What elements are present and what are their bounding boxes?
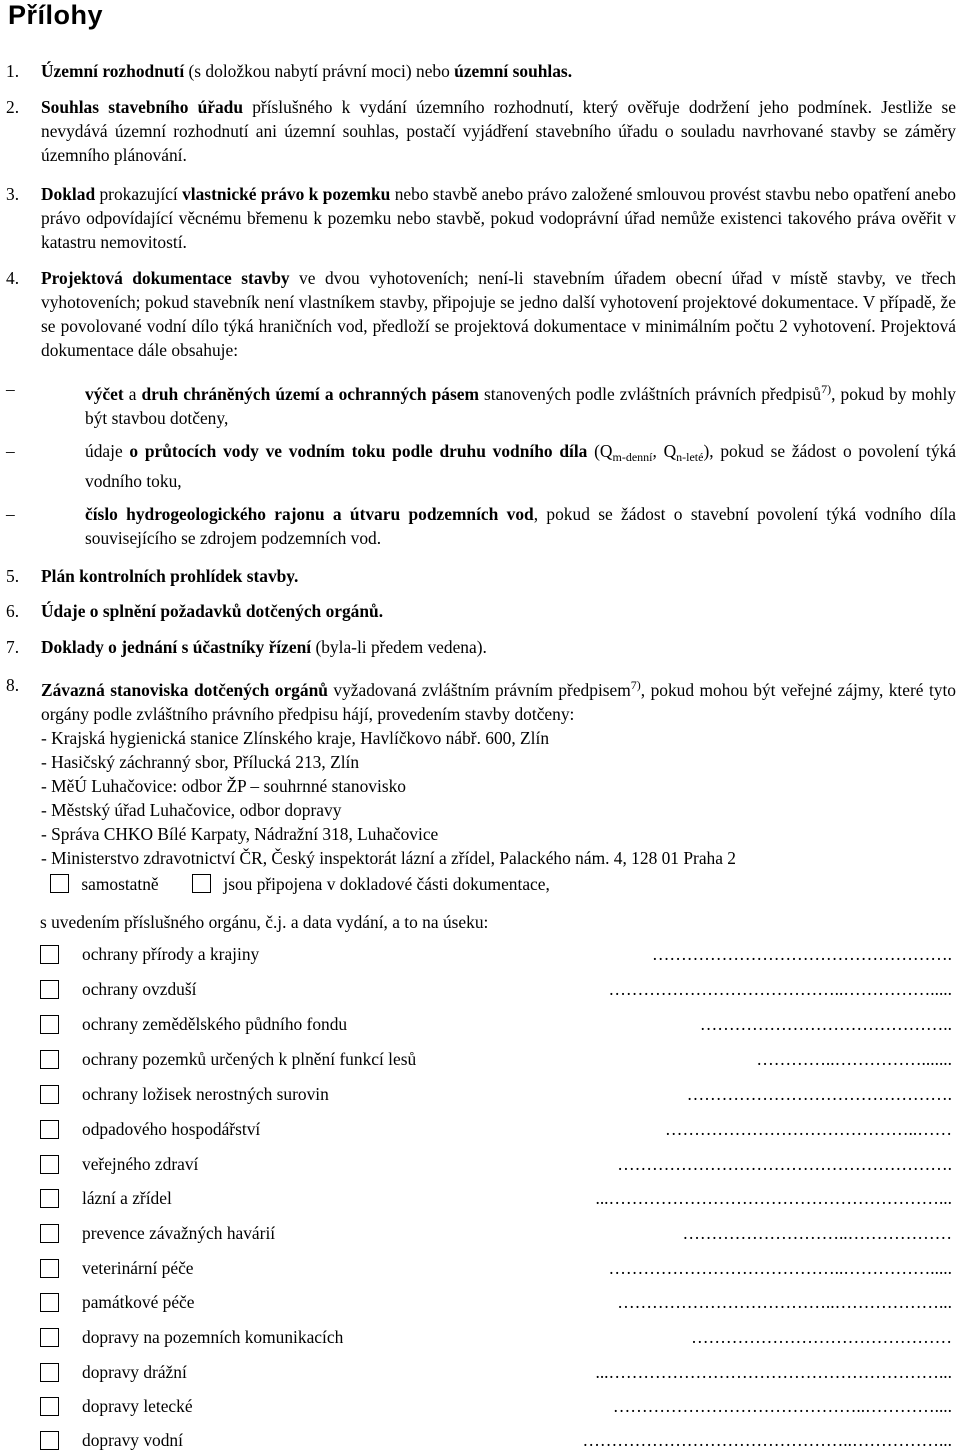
area-label: dopravy letecké [82, 1396, 193, 1416]
fill-in-dots: …………………………………………………. [617, 1154, 952, 1174]
item-number: 3. [6, 184, 20, 204]
area-label: dopravy na pozemních komunikacích [82, 1325, 353, 1349]
dash-bullet: – [6, 504, 15, 524]
area-label: ochrany ložisek nerostných surovin [82, 1082, 339, 1106]
option-label: samostatně [81, 874, 159, 894]
area-row [40, 1155, 952, 1179]
attachment-item-7 [6, 635, 956, 659]
fill-in-dots: …………..……………....... [756, 1049, 952, 1069]
fill-in-dots: ...…………………………………………………... [595, 1362, 952, 1382]
item-text: Územní rozhodnutí (s doložkou nabytí právní moci) nebo územní souhlas. [41, 61, 573, 81]
item-number: 6. [6, 601, 20, 621]
area-row [40, 1085, 952, 1109]
item-text: Doklady o jednání s účastníky řízení (byla-li předem vedena). [41, 637, 487, 657]
area-label: památkové péče [82, 1292, 195, 1312]
authority-item: - Hasičský záchranný sbor, Přílucká 213, Zlín [41, 752, 360, 772]
area-row [40, 945, 952, 969]
area-label: ochrany zemědělského půdního fondu [82, 1012, 357, 1036]
authority-item: - MěÚ Luhačovice: odbor ŽP – souhrnné stanovisko [41, 776, 406, 796]
area-row [40, 1259, 952, 1283]
page-title: Přílohy [8, 0, 104, 30]
fill-in-dots: ...…………………………………………………... [595, 1188, 952, 1208]
attachment-item-3 [6, 182, 956, 254]
dash-item-hydrogeology [6, 502, 956, 550]
area-label: dopravy drážní [82, 1360, 191, 1384]
fill-in-dots: ………………………………..………………... [617, 1292, 952, 1312]
attachment-item-5 [6, 564, 956, 588]
item-number: 4. [6, 268, 20, 288]
fill-in-dots: ………………………………………..……………... [582, 1430, 952, 1450]
authority-item: - Ministerstvo zdravotnictví ČR, Český inspektorát lázní a zřídel, Palackého nám. 4, 128 01 Praha 2 [41, 848, 736, 868]
area-row [40, 1363, 952, 1387]
area-row [40, 1431, 952, 1455]
fill-in-dots: ……………………………………… [691, 1327, 952, 1347]
authority-item: - Městský úřad Luhačovice, odbor dopravy [41, 800, 342, 820]
option-label: jsou připojena v dokladové části dokumentace, [223, 874, 550, 894]
attachment-item-2 [6, 95, 956, 167]
option-samostatne [50, 872, 159, 896]
area-row [40, 1328, 952, 1352]
fill-in-dots: ………………………..……………… [682, 1223, 952, 1243]
item-text: Údaje o splnění požadavků dotčených orgánů. [41, 601, 384, 621]
item-text: Plán kontrolních prohlídek stavby. [41, 566, 299, 586]
area-label: ochrany přírody a krajiny [82, 942, 269, 966]
area-label: veterinární péče [82, 1256, 200, 1280]
fill-in-dots: ……………………………………………. [652, 944, 952, 964]
checkbox-pripojena[interactable] [192, 874, 211, 893]
area-row [40, 980, 952, 1004]
authority-item: - Správa CHKO Bílé Karpaty, Nádražní 318, Luhačovice [41, 824, 439, 844]
item-number: 8. [6, 675, 20, 695]
area-label: veřejného zdraví [82, 1152, 202, 1176]
area-label: dopravy vodní [82, 1428, 187, 1452]
fill-in-dots: …………………………………..……………..... [608, 979, 952, 999]
item-number: 1. [6, 61, 20, 81]
item-text: Projektová dokumentace stavby ve dvou vyhotoveních; není-li stavebním úřadem obecní úřad v místě stavby, ve třech vyhotoveních; pokud stavebník není vlastníkem stavby, připojuje se jedno další vyhotovení projektové dokumentace. V případě, že se povolované vodní dílo týká hraničních vod, předloží se projektová dokumentace v minimálním počtu 2 vyhotovení. Projektová dokumentace dále obsahuje: [41, 268, 956, 360]
item-text: výčet a druh chráněných území a ochranných pásem stanovených podle zvláštních právních předpisů$^{7)}$, pokud by mohly být stavbou dotčeny, [85, 382, 957, 428]
attachment-item-4 [6, 266, 956, 362]
area-label: ochrany ovzduší [82, 977, 206, 1001]
fill-in-dots: …………………………………..……………..... [608, 1258, 952, 1278]
attachment-item-1 [6, 59, 956, 83]
areas-intro: s uvedením příslušného orgánu, č.j. a data vydání, a to na úseku: [40, 912, 489, 932]
area-row [40, 1050, 952, 1074]
checkbox-samostatne[interactable] [50, 874, 69, 893]
fill-in-dots: ………………………………………. [686, 1084, 952, 1104]
area-label: prevence závažných havárií [82, 1221, 285, 1245]
fill-in-dots: …………………………………….. [699, 1014, 952, 1034]
item-text: údaje o průtocích vody ve vodním toku podle druhu vodního díla ($Q_{m-denní}$, $Q_{n-leté}$), pokud se žádost o povolení týká vodního toku, [85, 441, 956, 491]
area-row [40, 1293, 952, 1317]
area-row [40, 1015, 952, 1039]
attachment-item-6 [6, 599, 956, 623]
area-row [40, 1189, 952, 1213]
attachment-item-8 [6, 673, 956, 870]
option-pripojena [192, 872, 550, 896]
area-label: lázní a zřídel [82, 1186, 176, 1210]
fill-in-dots: ……………………………………..…… [665, 1119, 952, 1139]
area-label: odpadového hospodářství [82, 1117, 270, 1141]
dash-item-protected-areas [6, 377, 956, 430]
item-text: Závazná stanoviska dotčených orgánů vyžadovaná zvláštním právním předpisem$^{7)}$, pokud mohou být veřejné zájmy, které tyto orgány podle zvláštního právního předpisu hájí, provedením stavby dotčeny: [41, 678, 957, 724]
authority-list [41, 726, 956, 870]
item-number: 2. [6, 97, 20, 117]
fill-in-dots: ……………………………………..………….... [612, 1396, 952, 1416]
item-text: Souhlas stavebního úřadu příslušného k vydání územního rozhodnutí, který ověřuje dodržení jeho podmínek. Jestliže se nevydává územní rozhodnutí ani územní souhlas, postačí vyjádření stavebního úřadu o souladu navrhované stavby se záměry územního plánování. [41, 97, 956, 165]
item-text: Doklad prokazující vlastnické právo k pozemku nebo stavbě anebo právo založené smlouvou provést stavbu nebo opatření anebo právo odpovídající věcnému břemenu k pozemku nebo stavbě, pokud vodoprávní úřad nemůže existenci takového práva ověřit v katastru nemovitostí. [41, 184, 956, 252]
item-number: 5. [6, 566, 20, 586]
dash-item-flow-data [6, 439, 956, 493]
area-row [40, 1397, 952, 1421]
dash-bullet: – [6, 441, 15, 461]
item-number: 7. [6, 637, 20, 657]
authority-item: - Krajská hygienická stanice Zlínského kraje, Havlíčkovo nábř. 600, Zlín [41, 728, 550, 748]
dash-bullet: – [6, 379, 15, 399]
area-label: ochrany pozemků určených k plnění funkcí lesů [82, 1047, 420, 1071]
area-row [40, 1224, 952, 1248]
area-row [40, 1120, 952, 1144]
item-text: číslo hydrogeologického rajonu a útvaru podzemních vod, pokud se žádost o stavební povolení týká vodního díla souvisejícího se zdrojem podzemních vod. [85, 504, 956, 548]
